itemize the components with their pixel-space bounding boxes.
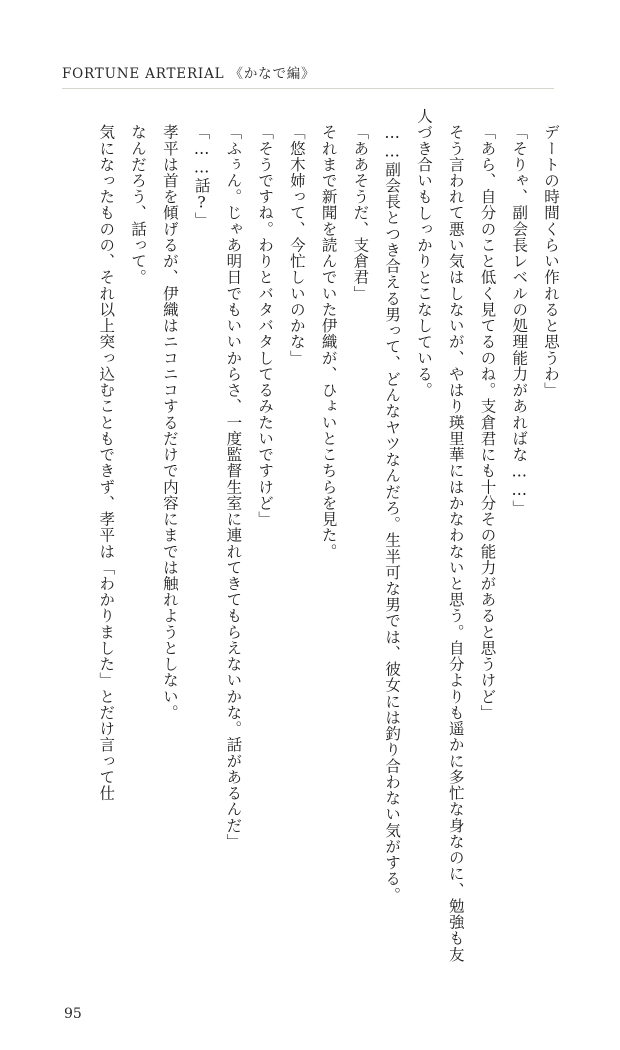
paragraph: ……副会長とつき合える男って、どんなヤツなんだろ。生半可な男では、彼女には釣り合わない気がする。 <box>383 123 402 903</box>
paragraph: 気になったものの、それ以上突っ込むこともできず、孝平は「わかりました」とだけ言って仕 <box>97 123 116 801</box>
paragraph: それまで新聞を読んでいた伊織が、ひょいとこちらを見た。 <box>319 123 338 559</box>
paragraph: 「そうですね。わりとバタバタしてるみたいですけど」 <box>256 123 275 527</box>
paragraph: そう言われて悪い気はしないが、やはり瑛里華にはかなわないと思う。自分よりも遥かに多忙な身なのに、勉強も友人づき合いもしっかりとこなしている。 <box>414 108 465 962</box>
header-divider <box>62 88 554 89</box>
paragraph: なんだろう、話って。 <box>129 123 148 285</box>
paragraph: 「あら、自分のこと低く見てるのね。支倉君にも十分その能力があると思うけど」 <box>478 123 497 720</box>
paragraph: 「……話?」 <box>192 123 211 228</box>
paragraph: 孝平は首を傾げるが、伊織はニコニコするだけで内容にまでは触れようとしない。 <box>160 123 179 720</box>
paragraph: 「ああそうだ、支倉君」 <box>351 123 370 301</box>
page-number: 95 <box>64 1006 82 1022</box>
vertical-text-body <box>66 108 566 968</box>
paragraph: デートの時間くらい作れると思うわ」 <box>542 123 560 398</box>
paragraph: 「そりゃ、副会長レベルの処理能力があればな……」 <box>510 123 529 516</box>
paragraph: 「悠木姉って、今忙しいのかな」 <box>287 123 306 366</box>
running-head: FORTUNE ARTERIAL 《かなで編》 <box>62 66 316 82</box>
paragraph: 「ふぅん。じゃあ明日でもいいからさ、一度監督生室に連れてきてもらえないかな。話があるんだ」 <box>224 123 243 849</box>
